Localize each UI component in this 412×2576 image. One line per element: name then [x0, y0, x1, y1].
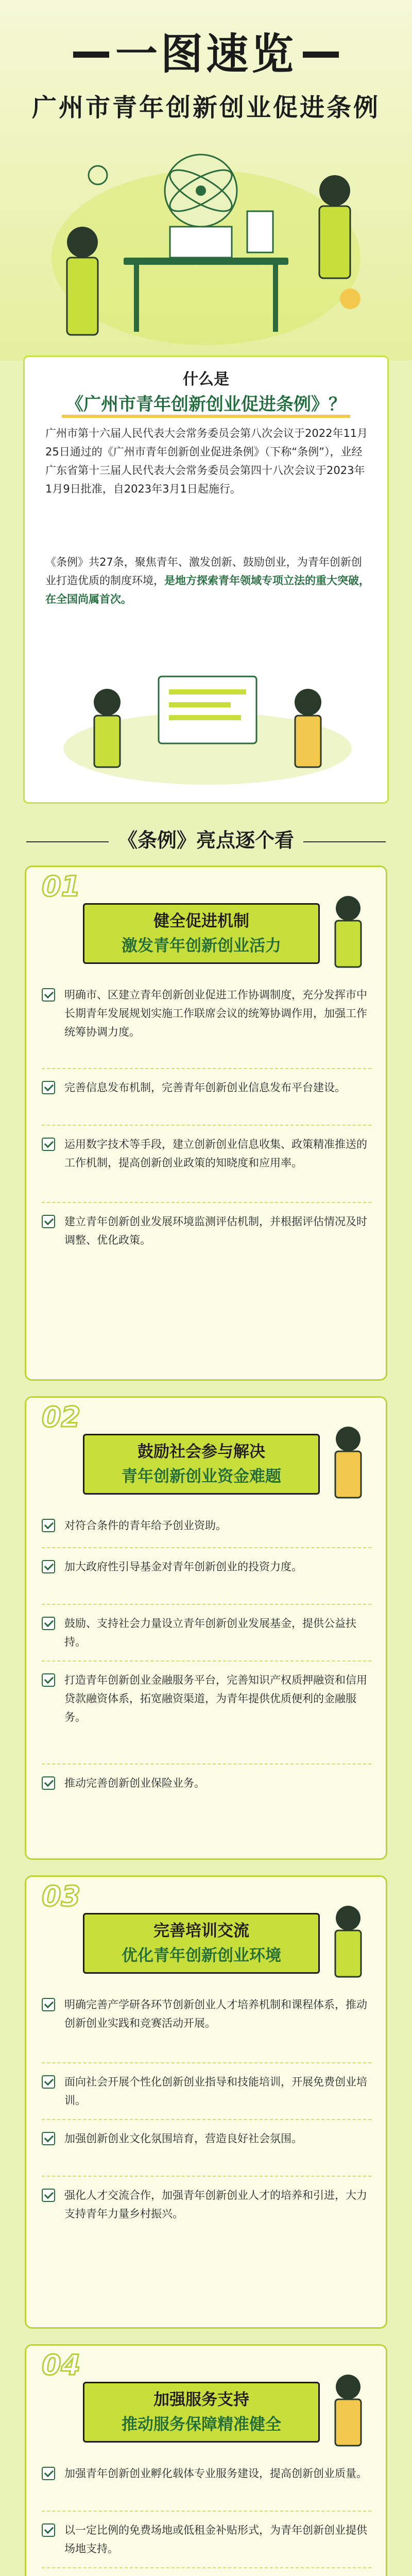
- list-item-text: 加强创新创业文化氛围培育，营造良好社会氛围。: [64, 2132, 302, 2145]
- intro-paragraph-2-bold: 是地方探索青年领域专项立法的重大突破，在全国尚属首次。: [45, 574, 370, 605]
- checkbox-icon: [42, 1215, 55, 1228]
- checkbox-icon: [42, 1776, 55, 1790]
- heading-rule-right: [303, 841, 386, 842]
- hero-illustration: [31, 129, 381, 355]
- divider: [42, 2176, 371, 2177]
- section-title-line1: 鼓励社会参与解决: [138, 1443, 265, 1461]
- divider: [42, 2511, 371, 2512]
- checkbox-icon: [42, 1560, 55, 1573]
- section-illustration: [315, 2366, 382, 2454]
- list-item-text: 运用数字技术等手段，建立创新创业信息收集、政策精准推送的工作机制，提高创新创业政策的知晓度和应用率。: [64, 1138, 367, 1169]
- section-illustration: [315, 1897, 382, 1985]
- divider: [42, 1764, 371, 1765]
- list-item: [42, 1614, 371, 1651]
- intro-card: [23, 355, 389, 804]
- checkbox-icon: [42, 1519, 55, 1532]
- intro-paragraph-1: 广州市第十六届人民代表大会常务委员会第八次会议于2022年11月25日通过的《广州市青年创新创业促进条例》（下称“条例”），业经广东省第十三届人民代表大会常务委员会第四十八次会议于2023年1月9日批准，自2023年3月1日起施行。: [45, 427, 368, 495]
- section-04: [25, 2344, 387, 2576]
- list-item: [42, 1774, 371, 1792]
- section-03: [25, 1875, 387, 2329]
- list-item-text: 建立青年创新创业发展环境监测评估机制，并根据评估情况及时调整、优化政策。: [64, 1215, 367, 1246]
- list-item: [42, 1078, 371, 1097]
- list-item: [42, 2186, 371, 2223]
- heading-rule-left: [26, 841, 109, 842]
- section-number: 02: [42, 1401, 81, 1433]
- section-banner: [83, 1434, 320, 1495]
- section-banner: [83, 903, 320, 964]
- divider: [42, 1068, 371, 1069]
- list-item: [42, 1995, 371, 2032]
- checkbox-icon: [42, 2523, 55, 2537]
- list-item: [42, 1212, 371, 1249]
- list-item-text: 对符合条件的青年给予创业资助。: [64, 1519, 227, 1532]
- section-banner: [83, 1913, 320, 1974]
- checkbox-icon: [42, 1138, 55, 1151]
- list-item: [42, 2464, 371, 2483]
- divider: [42, 1125, 371, 1126]
- section-title-line1: 健全促进机制: [153, 912, 249, 930]
- list-item-text: 打造青年创新创业金融服务平台，完善知识产权质押融资和信用贷款融资体系，拓宽融资渠道，为青年提供优质便利的金融服务。: [64, 1674, 367, 1723]
- intro-paragraph-2-plain: 《条例》共27条，聚焦青年、激发创新、鼓励创业，为青年创新创业打造优质的制度环境，: [45, 556, 362, 587]
- list-item-text: 鼓励、支持社会力量设立青年创新创业发展基金，提供公益扶持。: [64, 1617, 356, 1648]
- section-number: 03: [42, 1880, 81, 1912]
- list-item: [42, 1671, 371, 1726]
- section-title-line2: 推动服务保障精准健全: [122, 2415, 281, 2434]
- divider: [42, 2062, 371, 2063]
- section-number: 04: [42, 2349, 81, 2381]
- checkbox-icon: [42, 2132, 55, 2145]
- section-illustration: [315, 888, 382, 975]
- list-item: [42, 1557, 371, 1576]
- list-item-text: 明确完善产学研各环节创新创业人才培养机制和课程体系，推动创新创业实践和竞赛活动开展。: [64, 1998, 367, 2029]
- checkbox-icon: [42, 2467, 55, 2480]
- title-dash-left: [73, 52, 109, 58]
- list-item: [42, 2073, 371, 2110]
- section-title-line1: 完善培训交流: [153, 1922, 249, 1940]
- list-item: [42, 2521, 371, 2558]
- checkbox-icon: [42, 2189, 55, 2202]
- list-item: [42, 986, 371, 1041]
- highlights-heading-text: 《条例》亮点逐个看: [117, 829, 294, 852]
- intro-question: 什么是: [183, 370, 229, 388]
- divider: [42, 1660, 371, 1662]
- list-item: [42, 1516, 371, 1535]
- list-item-text: 推动完善创新创业保险业务。: [64, 1777, 205, 1789]
- checkbox-icon: [42, 1617, 55, 1630]
- page-title: [0, 21, 412, 81]
- hero: [0, 0, 412, 361]
- intro-title-text: 《广州市青年创新创业促进条例》？: [62, 394, 350, 418]
- section-title-line1: 加强服务支持: [153, 2391, 249, 2409]
- divider: [42, 2567, 371, 2568]
- section-title-line2: 青年创新创业资金难题: [122, 1467, 281, 1486]
- intro-title: [25, 390, 387, 415]
- list-item-text: 加大政府性引导基金对青年创新创业的投资力度。: [64, 1561, 302, 1573]
- section-illustration: [315, 1418, 382, 1506]
- highlights-heading: [0, 824, 412, 853]
- divider: [42, 1202, 371, 1203]
- checkbox-icon: [42, 988, 55, 1002]
- list-item: [42, 1135, 371, 1172]
- divider: [42, 1604, 371, 1605]
- list-item: [42, 2129, 371, 2148]
- list-item-text: 加强青年创新创业孵化载体专业服务建设，提高创新创业质量。: [64, 2467, 367, 2480]
- list-item-text: 明确市、区建立青年创新创业促进工作协调制度，充分发挥市中长期青年发展规划实施工作联席会议的统筹协调作用，加强工作统筹协调力度。: [64, 989, 367, 1038]
- section-title-line2: 优化青年创新创业环境: [122, 1946, 281, 1965]
- list-item-text: 面向社会开展个性化创新创业指导和技能培训，开展免费创业培训。: [64, 2076, 367, 2107]
- checkbox-icon: [42, 1673, 55, 1687]
- intro-paragraph-2: [45, 553, 370, 608]
- divider: [42, 1547, 371, 1548]
- section-02: [25, 1396, 387, 1860]
- list-item-text: 以一定比例的免费场地或低租金补贴形式，为青年创新创业提供场地支持。: [64, 2524, 367, 2555]
- checkbox-icon: [42, 2075, 55, 2089]
- divider: [42, 2119, 371, 2120]
- section-title-line2: 激发青年创新创业活力: [122, 937, 281, 955]
- page-subtitle: 广州市青年创新创业促进条例: [31, 93, 380, 122]
- intro-illustration: [45, 646, 370, 795]
- list-item-text: 强化人才交流合作，加强青年创新创业人才的培养和引进，大力支持青年力量乡村振兴。: [64, 2189, 367, 2220]
- section-01: [25, 866, 387, 1381]
- title-text: 一图速览: [115, 30, 297, 79]
- section-banner: [83, 2382, 320, 2443]
- checkbox-icon: [42, 1998, 55, 2011]
- checkbox-icon: [42, 1081, 55, 1094]
- section-number: 01: [42, 870, 81, 903]
- title-dash-right: [303, 52, 339, 58]
- list-item-text: 完善信息发布机制，完善青年创新创业信息发布平台建设。: [64, 1081, 346, 1094]
